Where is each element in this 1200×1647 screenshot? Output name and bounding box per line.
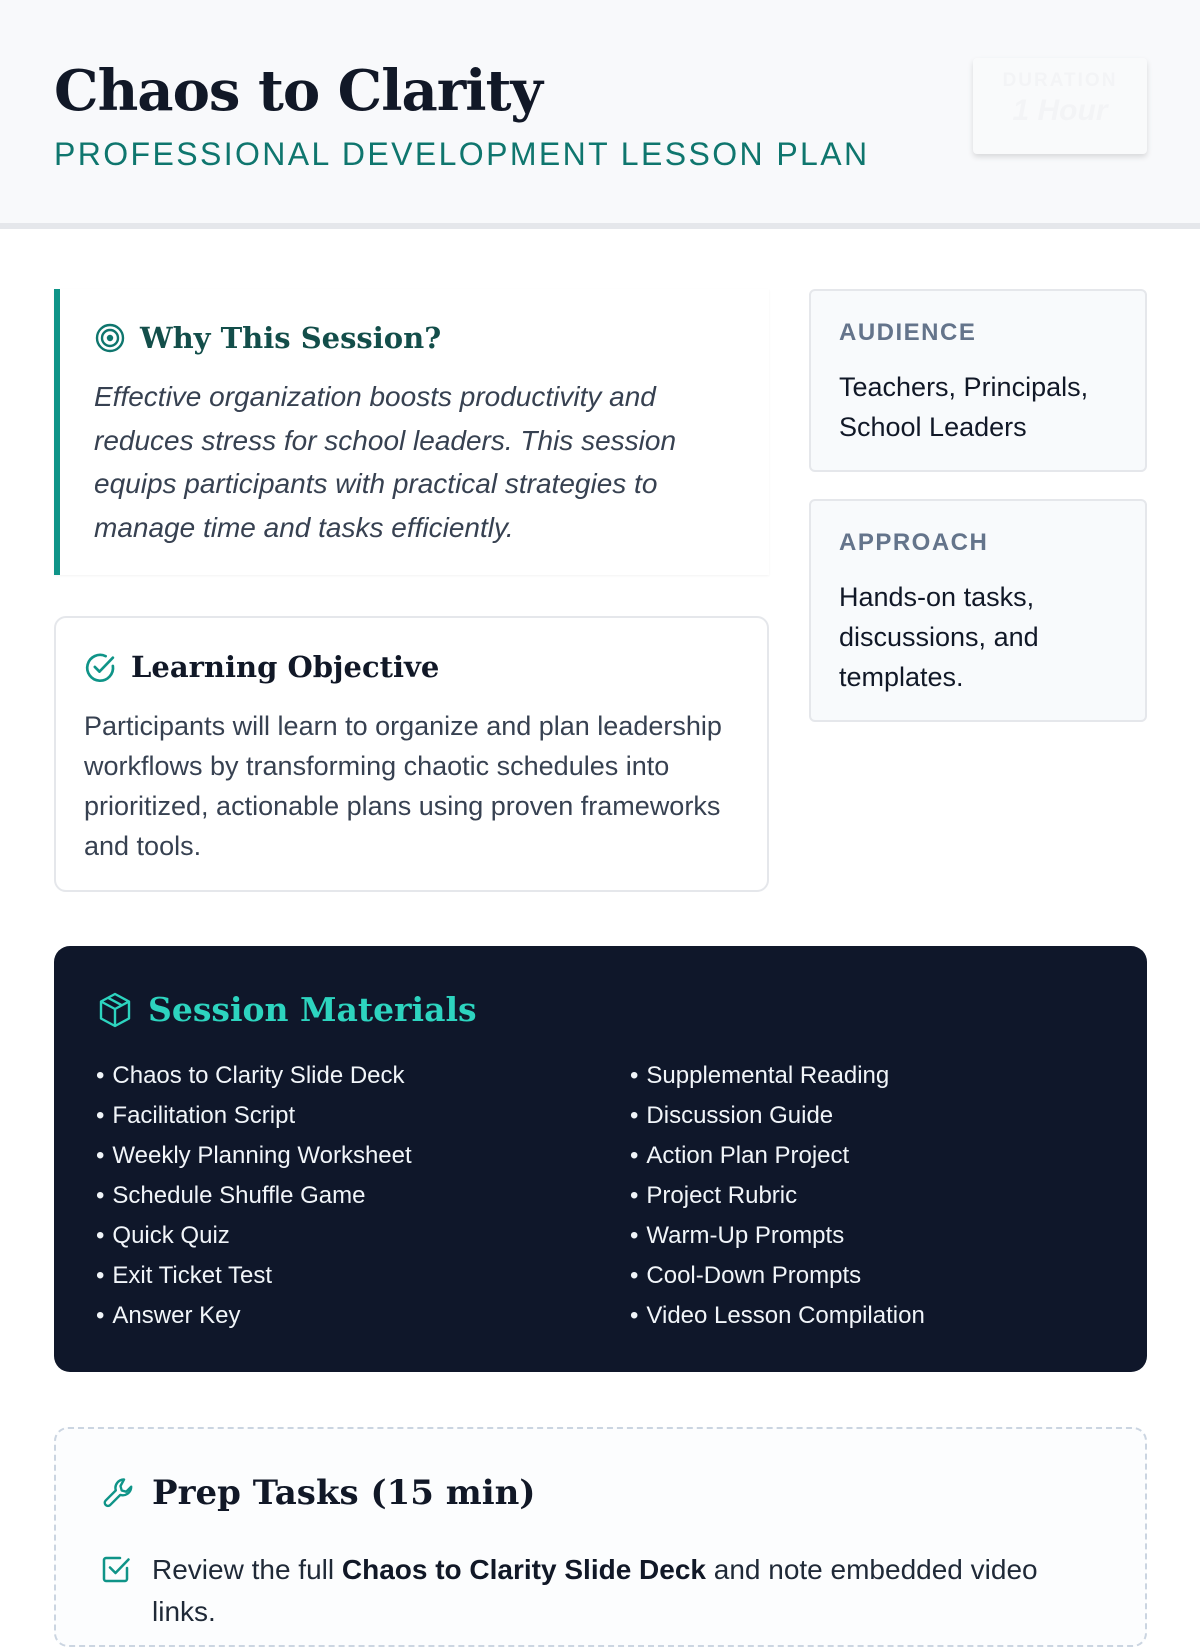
learning-objective-heading: [84, 650, 439, 684]
list-item: • Video Lesson Compilation: [630, 1296, 925, 1336]
learning-objective-title: Learning Objective: [131, 650, 440, 684]
session-materials-title: Session Materials: [148, 990, 477, 1029]
page-title: Chaos to Clarity: [54, 58, 542, 124]
audience-text: Teachers, Principals, School Leaders: [839, 372, 1089, 442]
prep-tasks-heading: [100, 1473, 535, 1513]
list-item: • Action Plan Project: [630, 1136, 925, 1176]
target-icon: [94, 322, 126, 354]
list-item: • Exit Ticket Test: [96, 1256, 412, 1296]
page-subtitle: PROFESSIONAL DEVELOPMENT LESSON PLAN: [54, 136, 870, 172]
prep-task-suffix: and note embedded video links.: [152, 1554, 1038, 1627]
list-item: • Chaos to Clarity Slide Deck: [96, 1056, 412, 1096]
wrench-icon: [100, 1474, 138, 1512]
prep-tasks-title: Prep Tasks (15 min): [152, 1473, 536, 1513]
duration-label: DURATION: [1002, 70, 1118, 91]
duration-card: [973, 58, 1147, 154]
why-session-title: Why This Session?: [140, 321, 442, 355]
approach-text: Hands-on tasks, discussions, and templates.: [839, 582, 1039, 692]
approach-label: APPROACH: [839, 529, 989, 556]
session-materials-heading: [96, 990, 477, 1029]
cube-icon: [96, 991, 134, 1029]
list-item: • Facilitation Script: [96, 1096, 412, 1136]
prep-task-bold: Chaos to Clarity Slide Deck: [341, 1554, 706, 1585]
prep-tasks-panel: [54, 1427, 1147, 1647]
list-item: • Schedule Shuffle Game: [96, 1176, 412, 1216]
list-item: • Weekly Planning Worksheet: [96, 1136, 412, 1176]
check-circle-icon: [84, 651, 117, 684]
list-item: • Cool-Down Prompts: [630, 1256, 925, 1296]
learning-objective-card: [54, 616, 769, 892]
duration-value: 1 Hour: [1012, 94, 1108, 127]
approach-card: [809, 499, 1147, 722]
list-item: • Warm-Up Prompts: [630, 1216, 925, 1256]
why-session-heading: [94, 321, 441, 355]
learning-objective-text: Participants will learn to organize and plan leadership workflows by transforming chaotic schedules into prioritized, actionable plans using proven frameworks and tools.: [84, 711, 722, 861]
audience-label: AUDIENCE: [839, 319, 977, 346]
list-item: • Answer Key: [96, 1296, 412, 1336]
list-item: • Project Rubric: [630, 1176, 925, 1216]
materials-list-right: [630, 1056, 925, 1336]
why-session-card: [54, 289, 769, 575]
prep-task-text: [152, 1549, 1052, 1633]
list-item: • Discussion Guide: [630, 1096, 925, 1136]
prep-task-item[interactable]: [100, 1549, 1052, 1633]
list-item: • Supplemental Reading: [630, 1056, 925, 1096]
why-session-text: Effective organization boosts productivity and reduces stress for school leaders. This session equips participants with practical strategies to manage time and tasks efficiently.: [94, 381, 677, 543]
checkbox-icon[interactable]: [100, 1553, 132, 1585]
page-header: [0, 0, 1200, 229]
audience-card: [809, 289, 1147, 472]
session-materials-panel: [54, 946, 1147, 1372]
materials-list-left: [96, 1056, 412, 1336]
prep-task-prefix: Review the full: [152, 1554, 342, 1585]
list-item: • Quick Quiz: [96, 1216, 412, 1256]
